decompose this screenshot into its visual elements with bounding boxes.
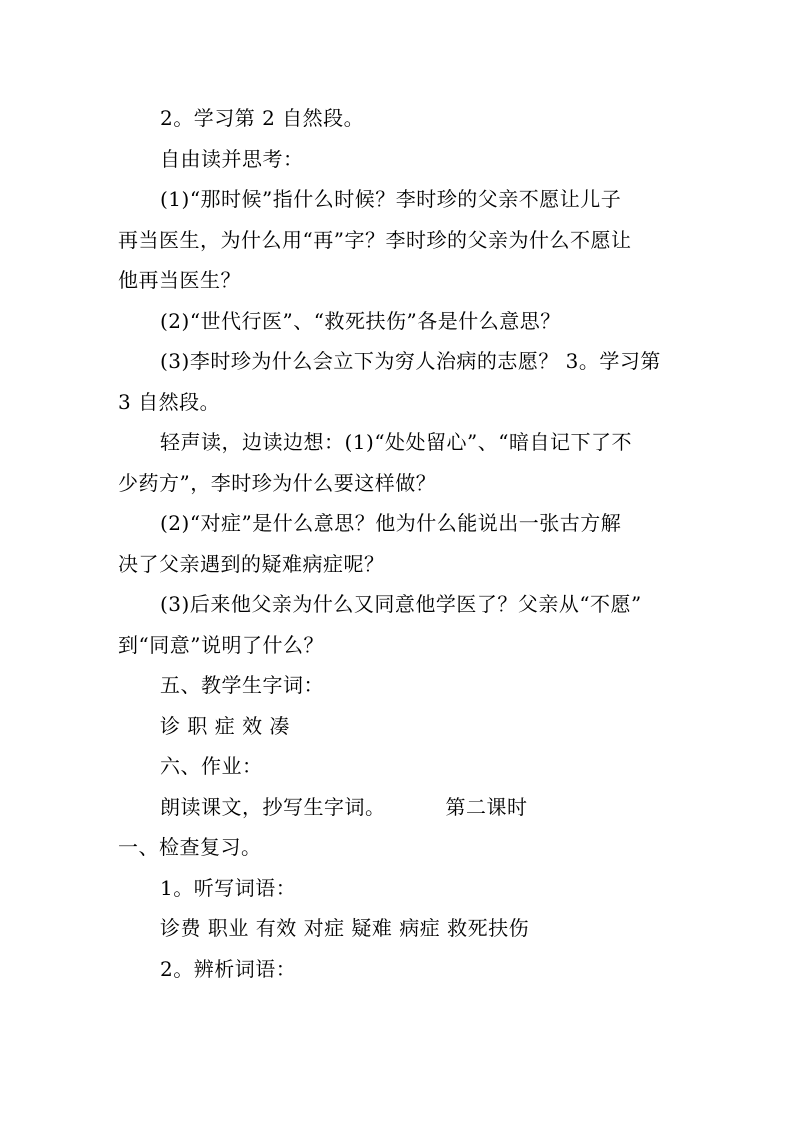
- section-heading: 一、检查复习。: [118, 835, 262, 859]
- document-page: [118, 98, 678, 989]
- text-line: 到“同意”说明了什么？: [118, 632, 324, 657]
- text-line: (2)“世代行医”、“救死扶伤”各是什么意思？: [160, 308, 561, 333]
- text-line: 少药方”，李时珍为什么要这样做？: [118, 470, 437, 495]
- text-line: (1)“那时候”指什么时候？李时珍的父亲不愿让儿子: [160, 187, 622, 211]
- text-line: 再当医生，为什么用“再”字？李时珍的父亲为什么不愿让: [118, 227, 632, 252]
- text-line: 轻声读，边读边想：(1)“处处留心”、“暗自记下了不: [160, 430, 633, 454]
- text-line: 1。听写词语：: [160, 875, 297, 900]
- text-line: 3 自然段。: [118, 389, 221, 414]
- text-line: 诊费 职业 有效 对症 疑难 病症 救死扶伤: [160, 916, 530, 940]
- text-line: [118, 787, 678, 828]
- text-line: 2。学习第 2 自然段。: [160, 106, 365, 130]
- text-line: 自由读并思考：: [160, 146, 304, 171]
- text-line: 决了父亲遇到的疑难病症呢？: [118, 551, 385, 576]
- text-line: (2)“对症”是什么意思？他为什么能说出一张古方解: [160, 511, 622, 535]
- section-heading: 五、教学生字词：: [160, 673, 324, 697]
- text-line: (3)李时珍为什么会立下为穷人治病的志愿？ 3。学习第: [160, 349, 661, 373]
- text-line: 他再当医生？: [118, 268, 241, 292]
- lesson-title: 第二课时: [445, 794, 528, 819]
- text-line: 2。辨析词语：: [160, 956, 297, 981]
- section-heading: 六、作业：: [160, 754, 263, 778]
- text-line: 诊 职 症 效 凑: [160, 713, 290, 738]
- text-line: (3)后来他父亲为什么又同意他学医了？父亲从“不愿”: [160, 592, 642, 616]
- homework-text: 朗读课文，抄写生字词。: [160, 794, 386, 819]
